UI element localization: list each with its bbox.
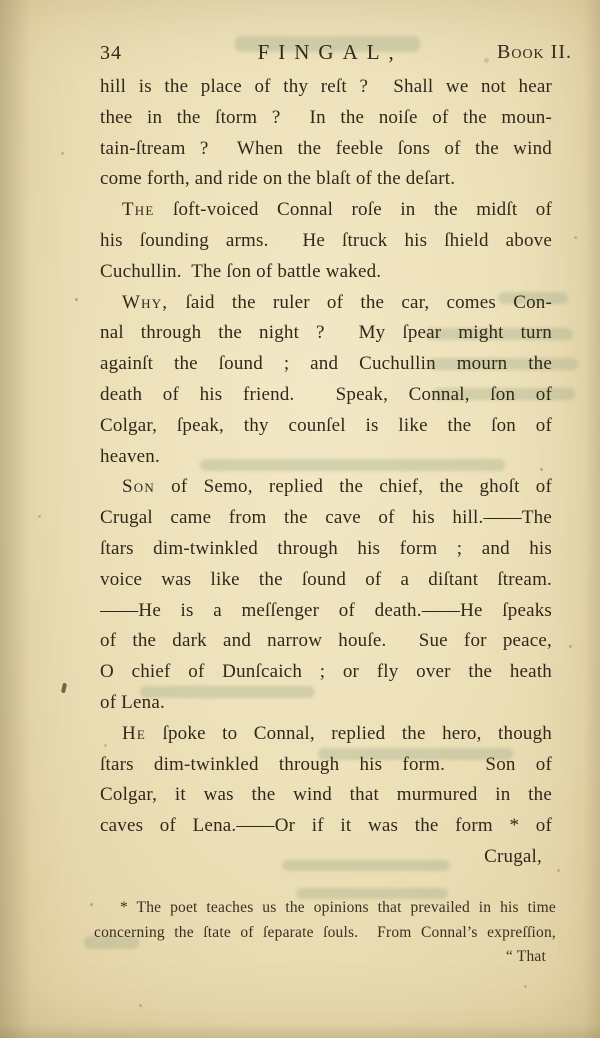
running-title: FINGAL,	[257, 40, 403, 64]
text-line: ——He is a meſſenger of death.——He ſpeaks	[100, 599, 552, 621]
text-line: caves of Lena.——Or if it was the form * of	[100, 815, 552, 837]
text-line: Colgar, it was the wind that murmured in the	[100, 784, 552, 806]
paragraph	[94, 896, 556, 970]
text-line: * The poet teaches us the opinions that prevailed in his time	[120, 899, 556, 916]
small-caps-lead: Son	[122, 476, 155, 498]
text-line: thee in the ſtorm ? In the noiſe of the moun-	[100, 106, 552, 128]
paragraph	[100, 72, 552, 195]
text-line: Why, ſaid the ruler of the car, comes Con-	[122, 291, 552, 313]
page-right-edge-shadow	[584, 0, 600, 1038]
text-line: The ſoft-voiced Connal roſe in the midſt of	[122, 199, 552, 221]
paragraph	[100, 472, 552, 718]
text-line: voice was like the ſound of a diſtant ſtream.	[100, 568, 552, 590]
paragraph	[100, 719, 552, 873]
text-line: of the dark and narrow houſe. Sue for peace,	[100, 630, 552, 652]
text-line: concerning the ſtate of ſeparate ſouls. From Connal’s expreſſion,	[94, 923, 556, 941]
text-line: tain-ſtream ? When the feeble ſons of the wind	[100, 137, 552, 159]
text-line: Crugal came from the cave of his hill.——The	[100, 507, 552, 529]
paper-speckles	[0, 0, 3, 3]
page-number: 34	[100, 42, 122, 64]
text-line: Cuchullin. The ſon of battle waked.	[100, 260, 382, 282]
text-line: Crugal,	[484, 845, 542, 867]
text-line: of Lena.	[100, 691, 165, 713]
text-line: againſt the ſound ; and Cuchullin mourn the	[100, 353, 552, 375]
page-bottom-edge-shadow	[0, 1024, 600, 1038]
stray-ink-mark	[61, 683, 67, 694]
text-line: hill is the place of thy reſt ? Shall we not hear	[100, 76, 552, 97]
paragraph	[100, 195, 552, 287]
text-line: Colgar, ſpeak, thy counſel is like the ſon of	[100, 414, 552, 436]
paragraph	[100, 288, 552, 473]
text-line: his ſounding arms. He ſtruck his ſhield above	[100, 229, 552, 251]
text-line: heaven.	[100, 445, 160, 467]
text-line: Son of Semo, replied the chief, the ghoſt of	[122, 476, 552, 498]
text-line: He ſpoke to Connal, replied the hero, though	[122, 722, 552, 744]
small-caps-lead: The	[122, 199, 155, 221]
text-line: O chief of Dunſcaich ; or fly over the heath	[100, 661, 552, 683]
book-label: Book II.	[497, 41, 572, 63]
text-line: ſtars dim-twinkled through his form ; and his	[100, 537, 552, 559]
running-header	[100, 40, 572, 68]
body-text	[100, 72, 552, 873]
small-caps-lead: Why,	[122, 291, 169, 313]
text-line: “ That	[505, 948, 546, 965]
page-left-edge-shadow	[0, 0, 30, 1038]
text-line: ſtars dim-twinkled through his form. Son of	[100, 753, 552, 775]
text-line: come forth, and ride on the blaſt of the deſart.	[100, 168, 456, 190]
text-line: nal through the night ? My ſpear might turn	[100, 322, 552, 344]
small-caps-lead: He	[122, 722, 147, 744]
text-line: death of his friend. Speak, Connal, ſon of	[100, 383, 552, 405]
footnote	[94, 896, 556, 970]
